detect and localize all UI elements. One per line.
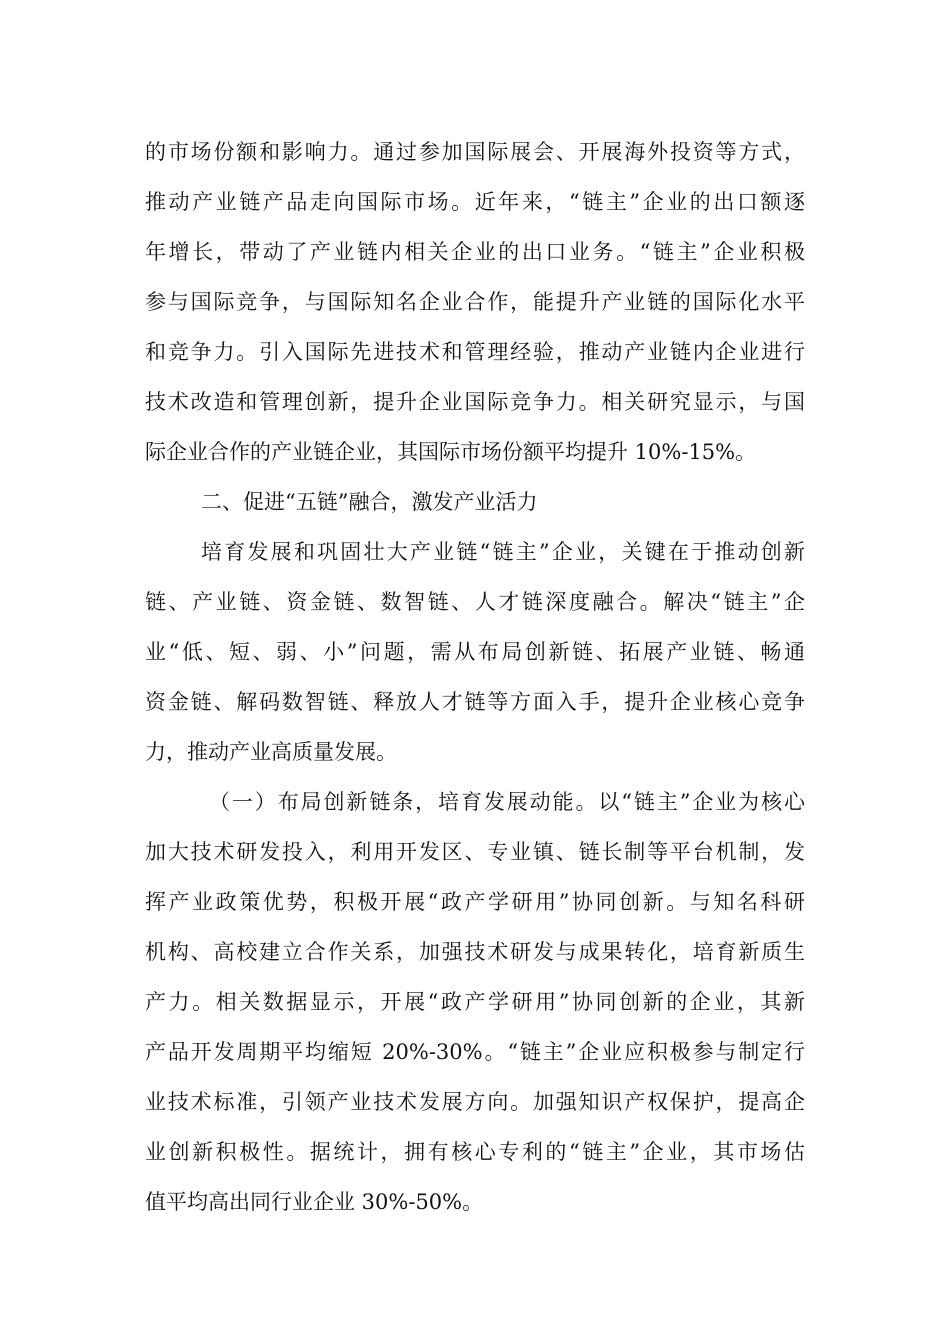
paragraph-line: 力，推动产业高质量发展。: [145, 740, 397, 764]
paragraph-line: 资金链、解码数智链、释放人才链等方面入手，提升企业核心竞争: [145, 690, 805, 714]
document-body: [145, 127, 805, 1227]
section-heading-five-chains: [145, 477, 805, 527]
paragraph-line: 业技术标准，引领产业技术发展方向。加强知识产权保护，提高企: [145, 1090, 805, 1114]
paragraph-innovation-chain: [145, 777, 805, 1227]
section-heading: 二、促进“五链”融合，激发产业活力: [201, 490, 538, 514]
paragraph-five-chains-intro: [145, 527, 805, 777]
paragraph-line: 业“低、短、弱、小”问题，需从布局创新链、拓展产业链、畅通: [145, 640, 805, 664]
paragraph-line: 推动产业链产品走向国际市场。近年来，“链主”企业的出口额逐: [145, 190, 805, 214]
paragraph-line: 的市场份额和影响力。通过参加国际展会、开展海外投资等方式，: [145, 140, 805, 164]
paragraph-line: 加大技术研发投入，利用开发区、专业镇、链长制等平台机制，发: [145, 840, 805, 864]
paragraph-line: 产力。相关数据显示，开展“政产学研用”协同创新的企业，其新: [145, 990, 805, 1014]
paragraph-line: 际企业合作的产业链企业，其国际市场份额平均提升 10%-15%。: [145, 440, 757, 464]
paragraph-line: 培育发展和巩固壮大产业链“链主”企业，关键在于推动创新: [201, 540, 805, 564]
paragraph-line: 年增长，带动了产业链内相关企业的出口业务。“链主”企业积极: [145, 240, 805, 264]
paragraph-line: 链、产业链、资金链、数智链、人才链深度融合。解决“链主”企: [145, 590, 805, 614]
paragraph-line: 值平均高出同行业企业 30%-50%。: [145, 1190, 484, 1214]
paragraph-line: 挥产业政策优势，积极开展“政产学研用”协同创新。与知名科研: [145, 890, 805, 914]
paragraph-line: （一）布局创新链条，培育发展动能。以“链主”企业为核心: [209, 790, 805, 814]
paragraph-line: 技术改造和管理创新，提升企业国际竞争力。相关研究显示，与国: [145, 390, 805, 414]
paragraph-international-market: [145, 127, 805, 477]
paragraph-line: 和竞争力。引入国际先进技术和管理经验，推动产业链内企业进行: [145, 340, 805, 364]
paragraph-line: 业创新积极性。据统计，拥有核心专利的“链主”企业，其市场估: [145, 1140, 805, 1164]
paragraph-line: 机构、高校建立合作关系，加强技术研发与成果转化，培育新质生: [145, 940, 805, 964]
paragraph-line: 参与国际竞争，与国际知名企业合作，能提升产业链的国际化水平: [145, 290, 805, 314]
paragraph-line: 产品开发周期平均缩短 20%-30%。“链主”企业应积极参与制定行: [145, 1040, 805, 1064]
